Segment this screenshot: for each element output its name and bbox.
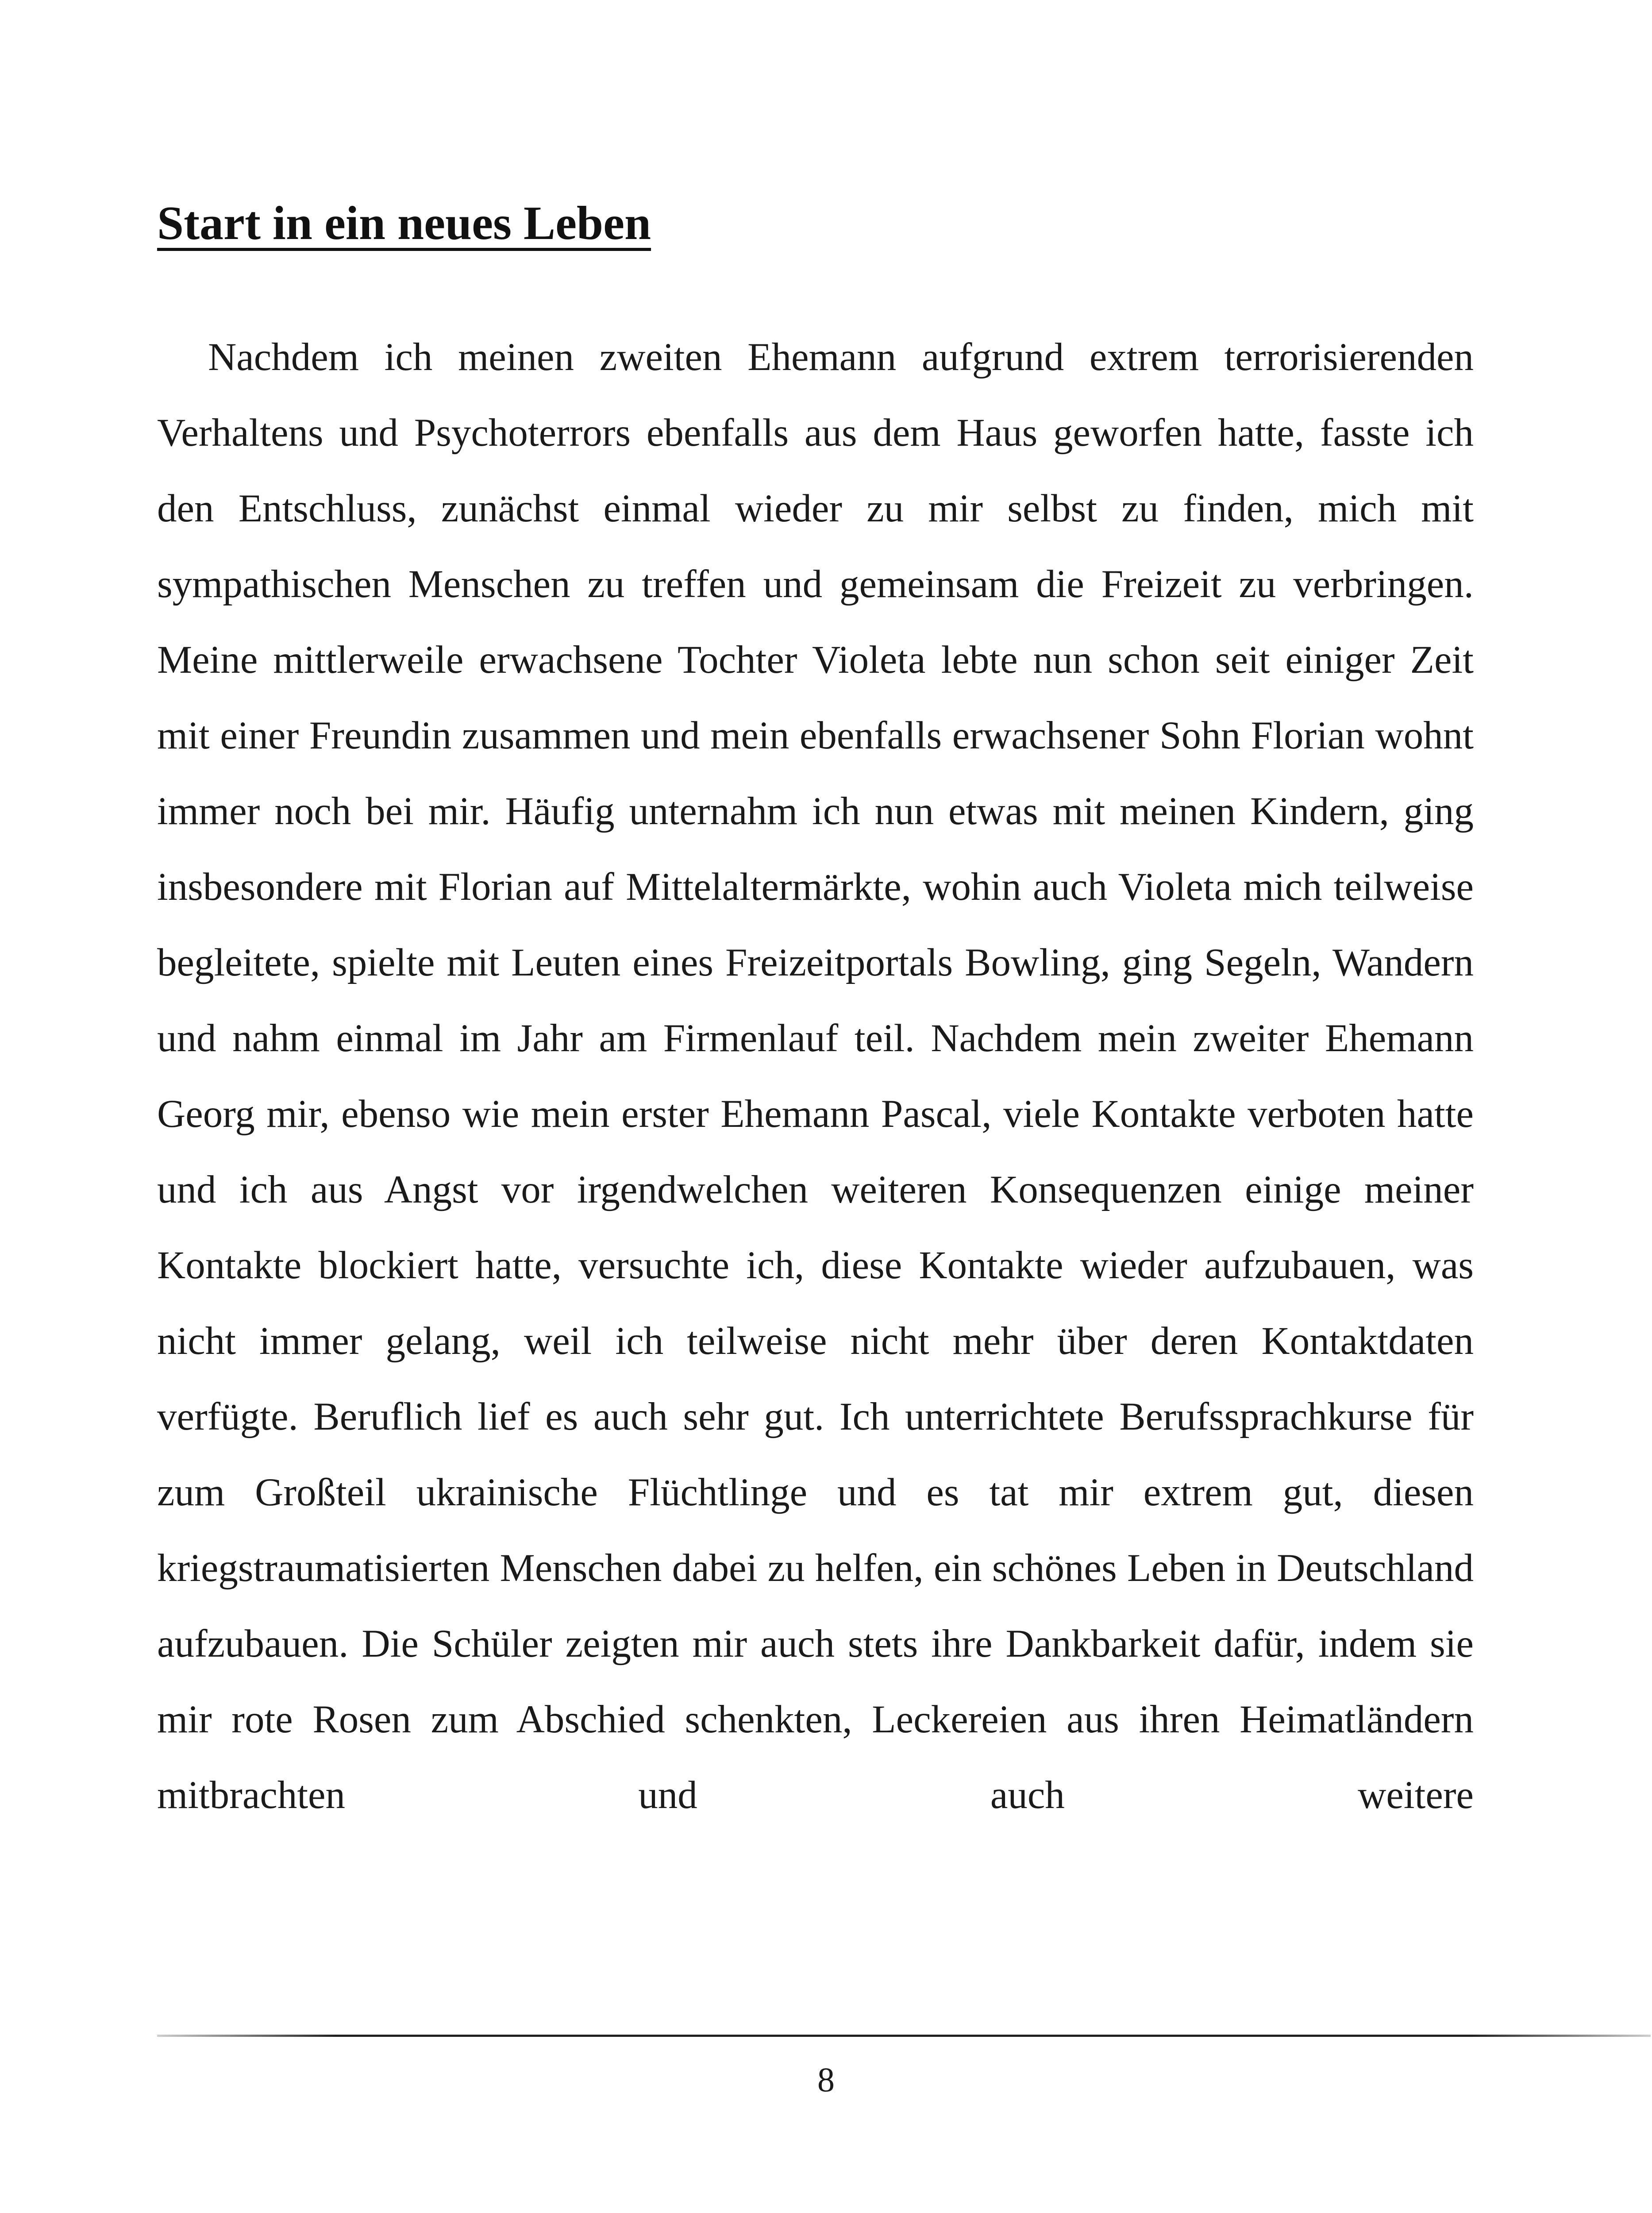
chapter-title: Start in ein neues Leben bbox=[157, 197, 651, 250]
body-text: Nachdem ich meinen zweiten Ehemann aufgrund extrem terrorisierenden Verhaltens und Psychoterrors ebenfalls aus dem Haus geworfen hatte, fasste ich den Entschluss, zunächst einmal wieder zu mir selbst zu finden, mich mit sympathischen Menschen zu treffen und gemeinsam die Freizeit zu verbringen. Meine mittlerweile erwachsene Tochter Violeta lebte nun schon seit einiger Zeit mit einer Freundin zusammen und mein ebenfalls erwachsener Sohn Florian wohnt immer noch bei mir. Häufig unternahm ich nun etwas mit meinen Kindern, ging insbesondere mit Florian auf Mittelaltermärkte, wohin auch Violeta mich teilweise begleitete, spielte mit Leuten eines Freizeitportals Bowling, ging Segeln, Wandern und nahm einmal im Jahr am Firmenlauf teil. Nachdem mein zweiter Ehemann Georg mir, ebenso wie mein erster Ehemann Pascal, viele Kontakte verboten hatte und ich aus Angst vor irgendwelchen weiteren Konsequenzen einige meiner Kontakte blockiert hatte, versuchte ich, diese Kontakte wieder aufzubauen, was nicht immer gelang, weil ich teilweise nicht mehr über deren Kontaktdaten verfügte. Beruflich lief es auch sehr gut. Ich unterrichtete Berufssprachkurse für zum Großteil ukrainische Flüchtlinge und es tat mir extrem gut, diesen kriegstraumatisierten Menschen dabei zu helfen, ein schönes Leben in Deutschland aufzubauen. Die Schüler zeigten mir auch stets ihre Dankbarkeit dafür, indem sie mir rote Rosen zum Abschied schenkten, Leckereien aus ihren Heimatländern mitbrachten und auch weitere bbox=[157, 335, 1474, 1817]
body-paragraph bbox=[157, 320, 1474, 1833]
page-number: 8 bbox=[817, 2060, 835, 2099]
footer-divider bbox=[157, 2035, 1651, 2037]
